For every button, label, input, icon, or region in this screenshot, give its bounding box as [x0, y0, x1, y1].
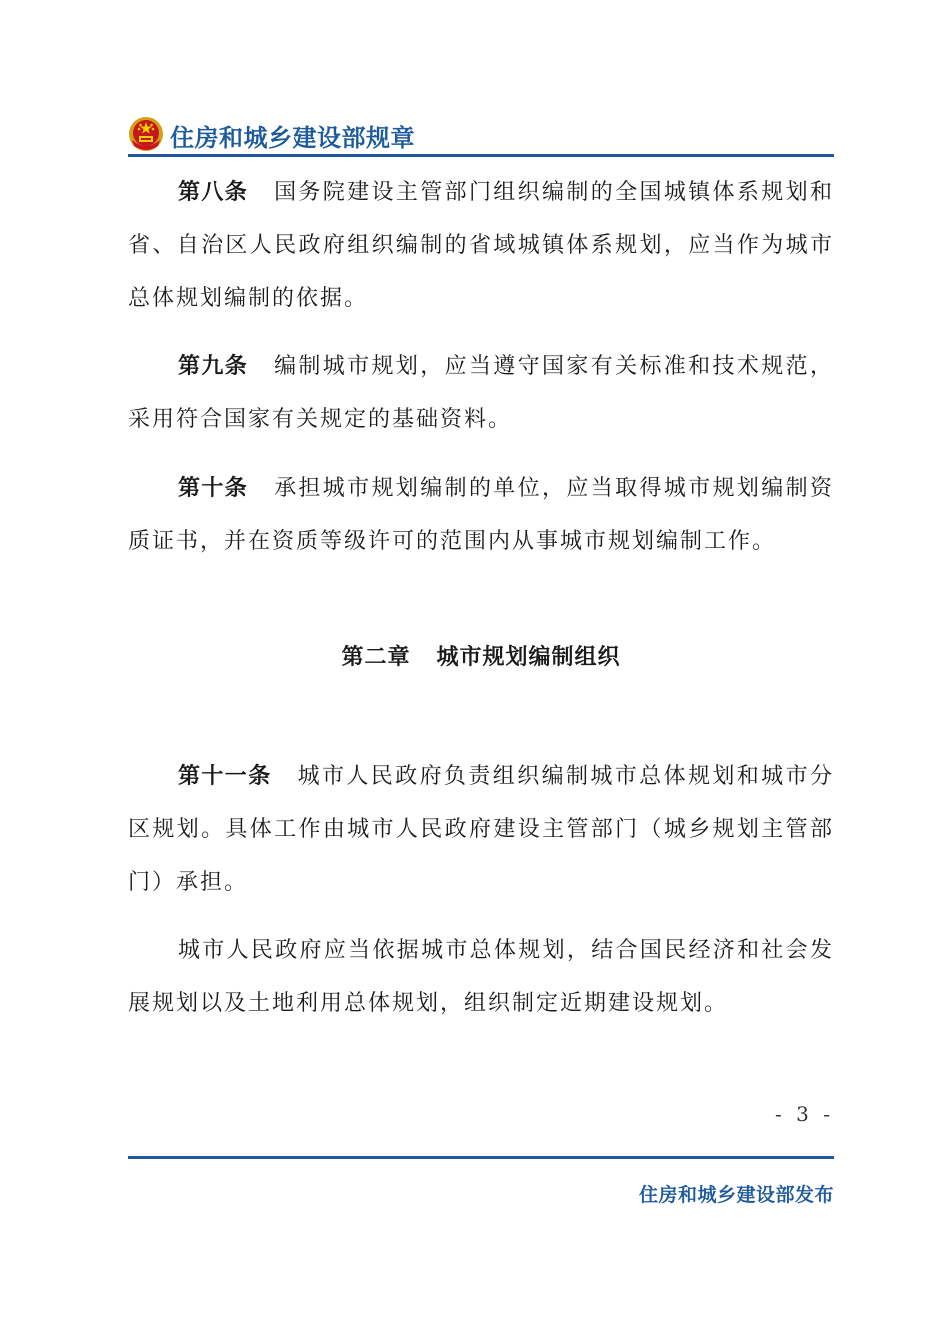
article-text: 编制城市规划，应当遵守国家有关标准和技术规范，采用符合国家有关规定的基础资料。	[128, 354, 834, 432]
chapter-heading	[128, 640, 834, 671]
header-title: 住房和城乡建设部规章	[170, 124, 415, 152]
page-number: - 3 -	[775, 1102, 834, 1126]
footer-publisher: 住房和城乡建设部发布	[638, 1184, 834, 1206]
article-label: 第十一条	[178, 764, 272, 789]
article-label: 第九条	[178, 354, 249, 379]
page-header	[128, 112, 834, 156]
chapter-title: 城市规划编制组织	[436, 645, 621, 670]
article-text: 城市人民政府负责组织编制城市总体规划和城市分区规划。具体工作由城市人民政府建设主管部门（城乡规划主管部门）承担。	[128, 764, 834, 895]
article-11	[128, 750, 834, 909]
footer-divider	[128, 1156, 834, 1159]
header-divider	[128, 154, 834, 157]
article-10	[128, 462, 834, 568]
article-8	[128, 166, 834, 325]
chapter-number: 第二章	[341, 645, 411, 670]
article-text: 承担城市规划编制的单位，应当取得城市规划编制资质证书，并在资质等级许可的范围内从事城市规划编制工作。	[128, 476, 834, 554]
national-emblem-icon	[128, 116, 164, 152]
article-label: 第十条	[178, 476, 249, 501]
article-text: 国务院建设主管部门组织编制的全国城镇体系规划和省、自治区人民政府组织编制的省域城镇体系规划，应当作为城市总体规划编制的依据。	[128, 180, 834, 311]
article-label: 第八条	[178, 180, 249, 205]
article-11-paragraph-2: 城市人民政府应当依据城市总体规划，结合国民经济和社会发展规划以及土地利用总体规划，组织制定近期建设规划。	[128, 938, 834, 1016]
article-9	[128, 340, 834, 446]
